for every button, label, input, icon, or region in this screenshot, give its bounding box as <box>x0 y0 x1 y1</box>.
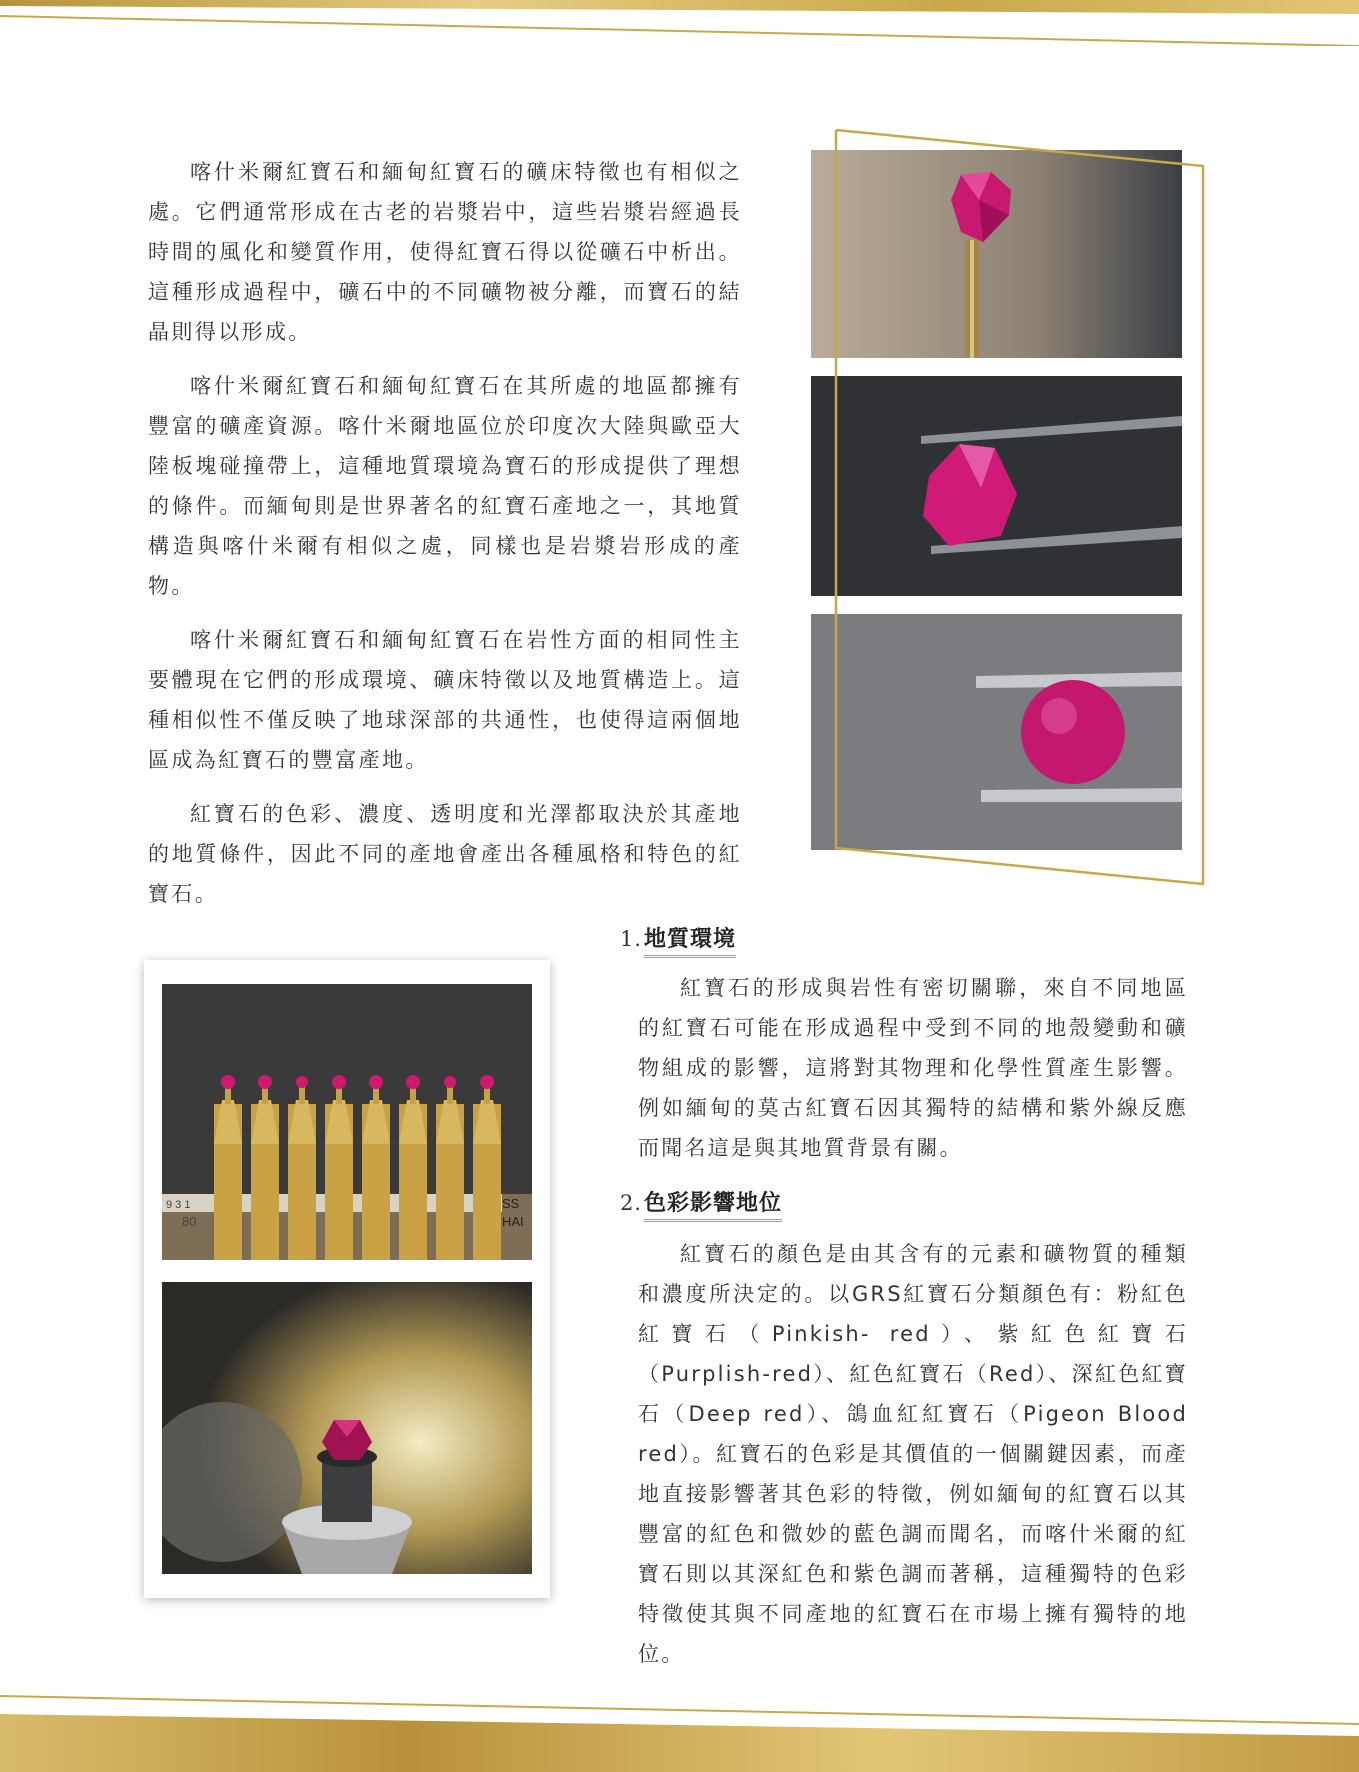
top-gold-border <box>0 0 1359 46</box>
bottom-gold-border <box>0 1686 1359 1772</box>
ruler-text-3: SS <box>502 1196 520 1211</box>
polaroid-photo-card <box>144 960 550 1598</box>
ruby-on-pin-photo <box>811 150 1182 358</box>
section-1-title: 地質環境 <box>644 922 736 958</box>
section-1-body: 紅寶石的形成與岩性有密切關聯，來自不同地區的紅寶石可能在形成過程中受到不同的地殼變動和礦物組成的影響，這將對其物理和化學性質產生影響。例如緬甸的莫古紅寶石因其獨特的結構和紫外線反應而聞名這是與其地質背景有關。 <box>638 976 1188 1160</box>
ruler-text-4: HAI <box>502 1214 524 1229</box>
section-1-number: 1. <box>620 927 643 951</box>
intro-paragraph-1: 喀什米爾紅寶石和緬甸紅寶石的礦床特徵也有相似之處。它們通常形成在古老的岩漿岩中，這些岩漿岩經過長時間的風化和變質作用，使得紅寶石得以從礦石中析出。這種形成過程中，礦石中的不同礦物被分離，而寶石的結晶則得以形成。 <box>148 160 742 344</box>
section-1-heading <box>620 922 736 958</box>
ruby-crystal-tweezers-photo <box>811 614 1182 850</box>
section-2-heading <box>620 1186 782 1222</box>
ruby-in-tweezers-photo <box>811 376 1182 596</box>
intro-paragraph-4: 紅寶石的色彩、濃度、透明度和光澤都取決於其產地的地質條件，因此不同的產地會產出各種風格和特色的紅寶石。 <box>148 802 742 906</box>
rubies-on-dop-sticks-photo <box>162 984 532 1260</box>
intro-text <box>148 152 742 928</box>
intro-paragraph-2: 喀什米爾紅寶石和緬甸紅寶石在其所處的地區都擁有豐富的礦產資源。喀什米爾地區位於印度次大陸與歐亞大陸板塊碰撞帶上，這種地質環境為寶石的形成提供了理想的條件。而緬甸則是世界著名的紅寶石產地之一，其地質構造與喀什米爾有相似之處，同樣也是岩漿岩形成的產物。 <box>148 374 742 598</box>
section-2-body: 紅寶石的顏色是由其含有的元素和礦物質的種類和濃度所決定的。以GRS紅寶石分類顏色有：粉紅色紅寶石（Pinkish- red）、紫紅色紅寶石（Purplish-red）、紅色紅寶石（Red）、深紅色紅寶石（Deep red）、鴿血紅紅寶石（Pigeon Blood red）。紅寶石的色彩是其價值的一個關鍵因素，而產地直接影響著其色彩的特徵，例如緬甸的紅寶石以其豐富的紅色和微妙的藍色調而聞名，而喀什米爾的紅寶石則以其深紅色和紫色調而著稱，這種獨特的色彩特徵使其與不同產地的紅寶石在市場上擁有獨特的地位。 <box>638 1242 1188 1666</box>
faceted-ruby-on-stand-photo <box>162 1282 532 1574</box>
ruler-text-1: 9 3 1 <box>166 1199 191 1211</box>
ruler-text-2: 80 <box>182 1214 197 1229</box>
intro-paragraph-3: 喀什米爾紅寶石和緬甸紅寶石在岩性方面的相同性主要體現在它們的形成環境、礦床特徵以及地質構造上。這種相似性不僅反映了地球深部的共通性，也使得這兩個地區成為紅寶石的豐富產地。 <box>148 628 742 772</box>
section-2-title: 色彩影響地位 <box>644 1186 782 1222</box>
section-2-number: 2. <box>620 1191 643 1215</box>
